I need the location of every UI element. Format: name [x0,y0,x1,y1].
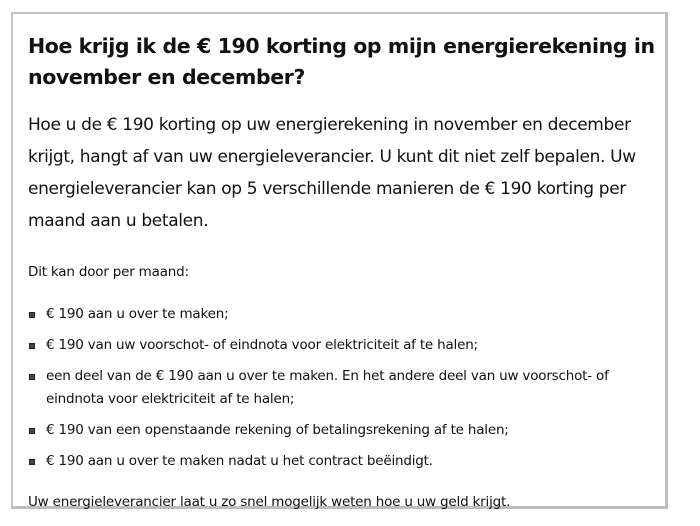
faq-question-title: Hoe krijg ik de € 190 korting op mijn energierekening in november en december? [28,34,655,89]
list-item [28,303,668,326]
list-item [28,334,668,357]
square-bullet-icon [29,459,35,465]
square-bullet-icon [29,374,35,380]
list-item [28,365,668,411]
list-item-text: € 190 aan u over te maken; [46,306,229,322]
list-item-text: € 190 van uw voorschot- of eindnota voor elektriciteit af te halen; [46,337,478,353]
list-item [28,419,668,442]
square-bullet-icon [29,343,35,349]
list-item-text: € 190 van een openstaande rekening of betalingsrekening af te halen; [46,422,509,438]
list-item-text: een deel van de € 190 aan u over te maken. En het andere deel van uw voorschot- of eindnota voor elektriciteit af te halen; [46,368,609,407]
list-lead-text: Dit kan door per maand: [28,264,189,280]
square-bullet-icon [29,312,35,318]
faq-intro-paragraph: Hoe u de € 190 korting op uw energierekening in november en december krijgt, hangt af van uw energieleverancier. U kunt dit niet zelf bepalen. Uw energieleverancier kan op 5 verschillende manieren de € 190 korting per maand aan u betalen. [28,115,636,231]
faq-card [11,12,668,509]
faq-outro-text: Uw energieleverancier laat u zo snel mogelijk weten hoe u uw geld krijgt. [28,494,511,510]
list-item-text: € 190 aan u over te maken nadat u het contract beëindigt. [46,453,433,469]
payment-options-list [28,303,668,481]
list-item [28,450,668,473]
square-bullet-icon [29,428,35,434]
